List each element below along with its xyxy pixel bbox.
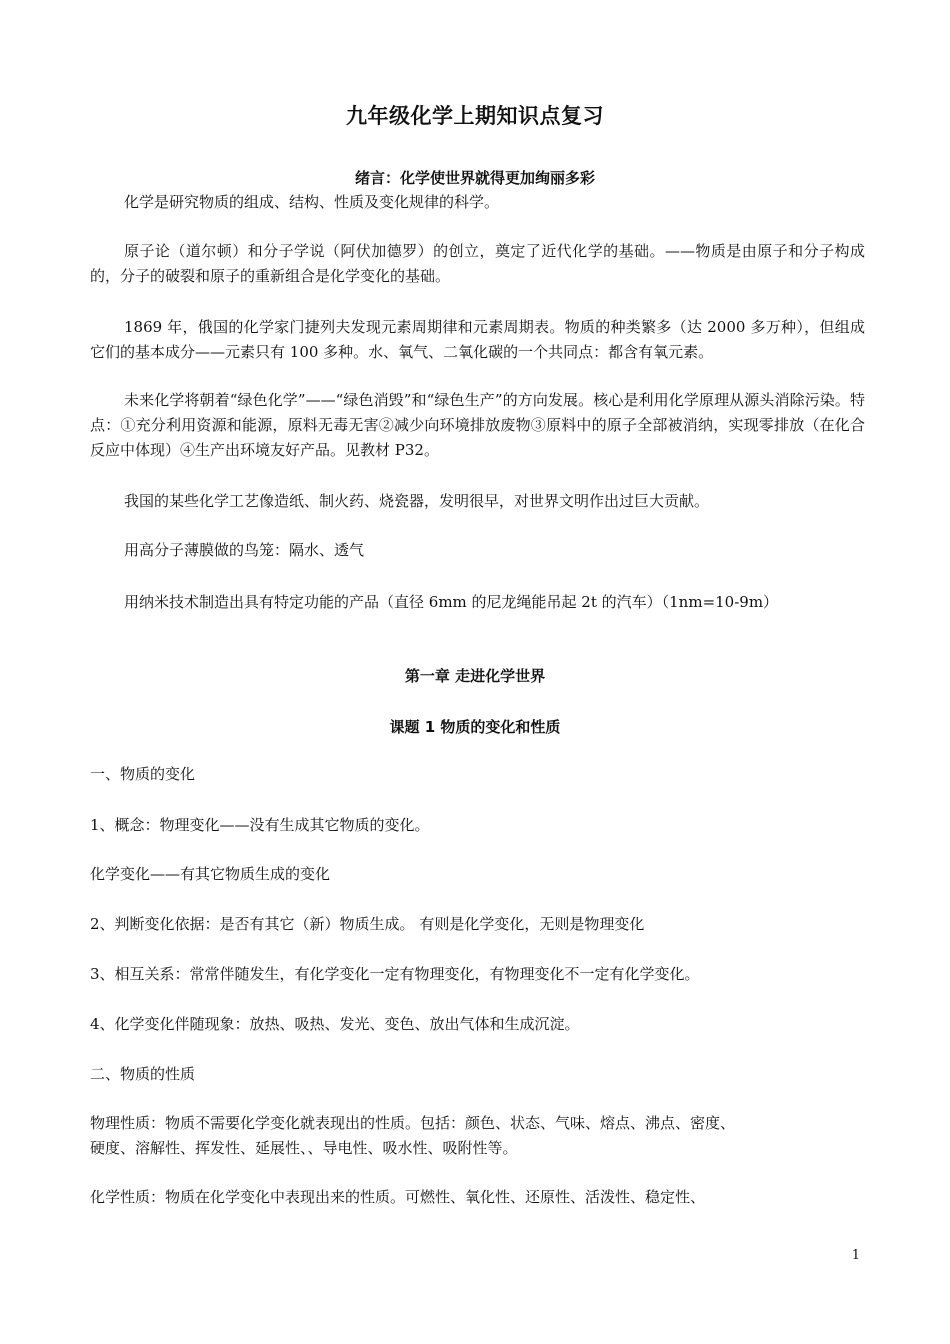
intro-paragraph: 我国的某些化学工艺像造纸、制火药、烧瓷器，发明很早，对世界文明作出过巨大贡献。: [124, 492, 710, 510]
chapter-heading: 第一章 走进化学世界: [404, 667, 546, 685]
page-number: 1: [851, 1248, 860, 1263]
intro-paragraph: 1869 年，俄国的化学家门捷列夫发现元素周期律和元素周期表。物质的种类繁多（达 2000 多万种），但组成它们的基本成分——元素只有 100 多种。水、氧气、二氧化碳的一个共同点：都含有氧元素。: [90, 318, 865, 361]
intro-paragraph: 原子论（道尔顿）和分子学说（阿伏加德罗）的创立，奠定了近代化学的基础。——物质是由原子和分子构成的，分子的破裂和原子的重新组合是化学变化的基础。: [90, 242, 865, 285]
intro-paragraph: 用纳米技术制造出具有特定功能的产品（直径 6mm 的尼龙绳能吊起 2t 的汽车）（1nm=10-9m）: [124, 593, 779, 611]
intro-paragraph: 未来化学将朝着“绿色化学”——“绿色消毁”和“绿色生产”的方向发展。核心是利用化学原理从源头消除污染。特点：①充分利用资源和能源，原料无毒无害②减少向环境排放废物③原料中的原子全部被消纳，实现零排放（在化合反应中体现）④生产出环境友好产品。见教材 P32。: [90, 391, 865, 459]
content-line: 1、概念：物理变化——没有生成其它物质的变化。: [90, 816, 430, 834]
section-heading: 一、物质的变化: [90, 765, 196, 783]
lesson-heading: 课题 1 物质的变化和性质: [389, 718, 561, 736]
content-line: 4、化学变化伴随现象：放热、吸热、发光、变色、放出气体和生成沉淀。: [90, 1015, 580, 1033]
intro-paragraph: 用高分子薄膜做的鸟笼：隔水、透气: [124, 541, 365, 559]
content-line: 化学变化——有其它物质生成的变化: [90, 865, 331, 883]
intro-heading: 绪言：化学使世界就得更加绚丽多彩: [354, 169, 595, 187]
content-line: 2、判断变化依据：是否有其它（新）物质生成。 有则是化学变化，无则是物理变化: [90, 915, 645, 933]
content-line: 硬度、溶解性、挥发性、延展性、、导电性、吸水性、吸附性等。: [90, 1139, 518, 1157]
content-line: 化学性质：物质在化学变化中表现出来的性质。可燃性、氧化性、还原性、活泼性、稳定性、: [90, 1188, 706, 1206]
page-title: 九年级化学上期知识点复习: [346, 104, 604, 128]
intro-paragraph: 化学是研究物质的组成、结构、性质及变化规律的科学。: [124, 193, 500, 211]
content-line: 3、相互关系：常常伴随发生，有化学变化一定有物理变化，有物理变化不一定有化学变化。: [90, 965, 700, 983]
content-line: 物理性质：物质不需要化学变化就表现出的性质。包括：颜色、状态、气味、熔点、沸点、密度、: [90, 1114, 736, 1132]
section-heading: 二、物质的性质: [90, 1065, 196, 1083]
